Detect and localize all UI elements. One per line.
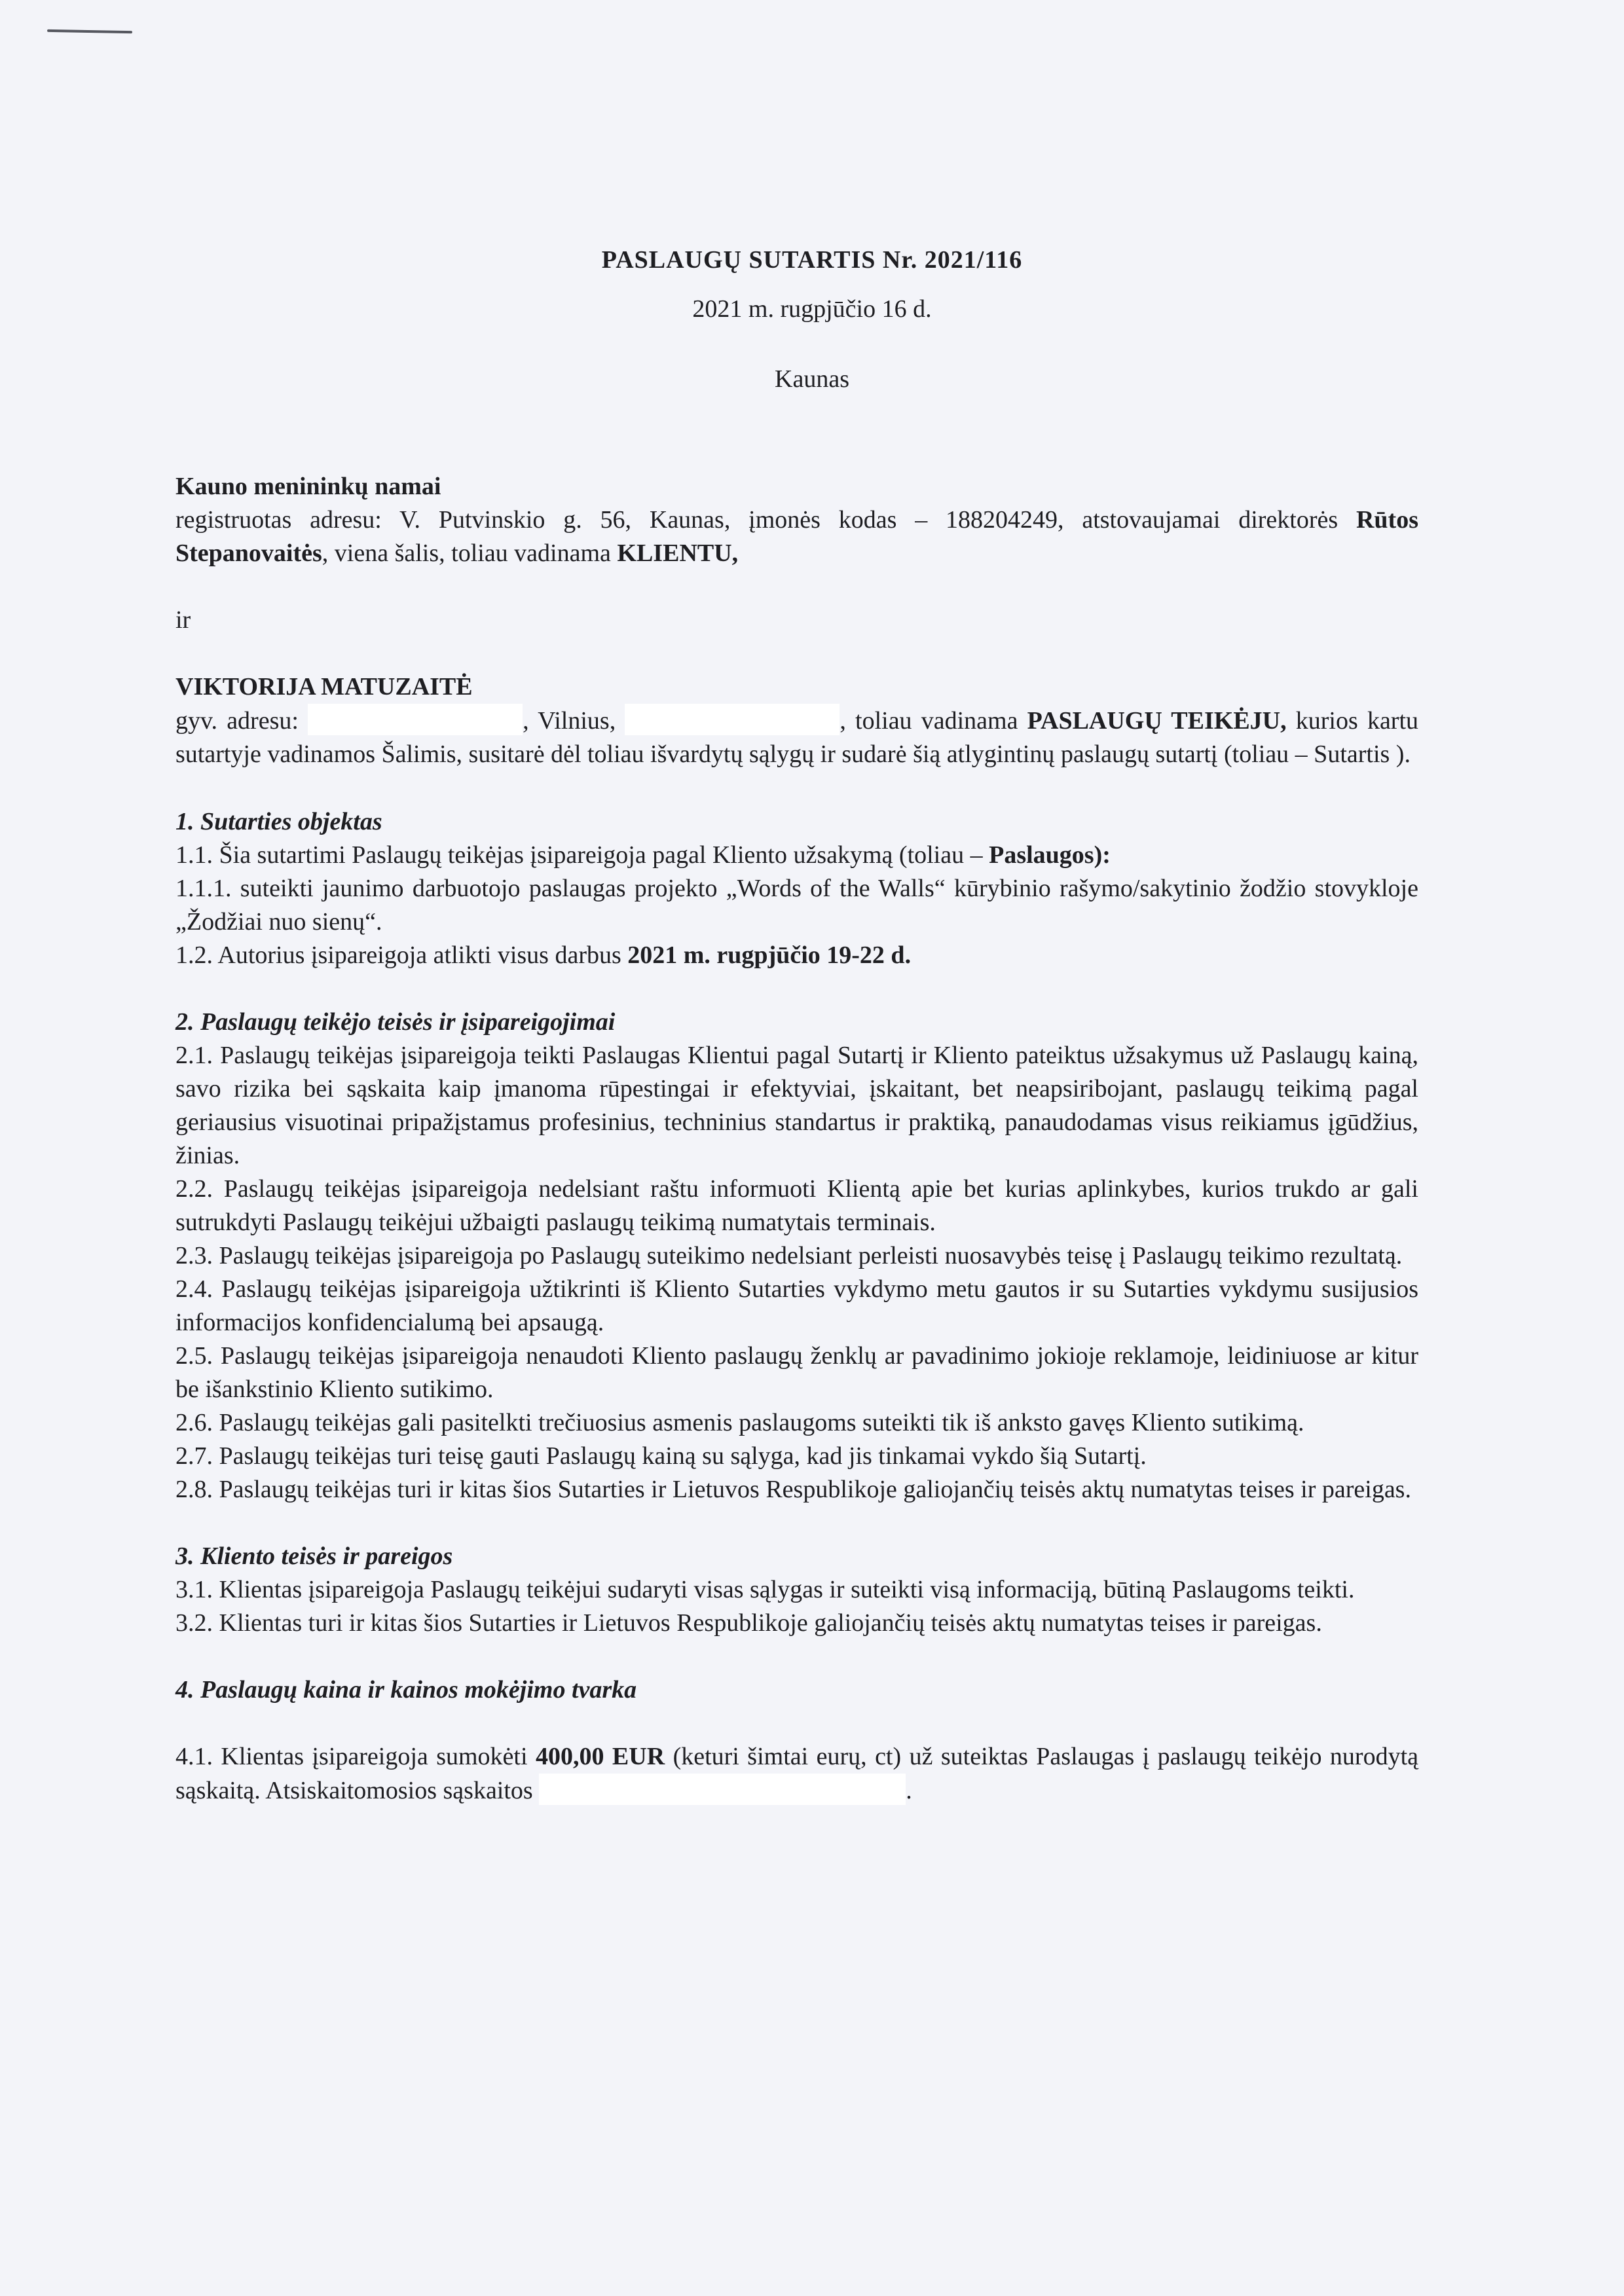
clause-2-3: 2.3. Paslaugų teikėjas įsipareigoja po Paslaugų suteikimo nedelsiant perleisti nuosavybės teisę į Paslaugų teikimo rezultatą.	[175, 1242, 1403, 1269]
clause-1-2: 1.2. Autorius įsipareigoja atlikti visus darbus 2021 m. rugpjūčio 19-22 d.	[175, 941, 912, 969]
client-name: Kauno menininkų namai	[175, 473, 441, 500]
clause-4-1: 4.1. Klientas įsipareigoja sumokėti 400,00 EUR (keturi šimtai eurų, ct) už suteiktas Paslaugas į paslaugų teikėjo nurodytą sąskaitą. Atsiskaitomosios sąskaitos .	[175, 1743, 1419, 1804]
clause-2-1: 2.1. Paslaugų teikėjas įsipareigoja teikti Paslaugas Klientui pagal Sutartį ir Kliento pateiktus užsakymus už Paslaugų kainą, savo rizika bei sąskaita kaip įmanoma rūpestingai ir efektyviai, įskaitant, bet neapsiribojant, paslaugų teikimą pagal geriausius visuotinai pripažįstamus profesinius, techninius standartus ir praktiką, panaudodamas visus reikiamus įgūdžius, žinias.	[175, 1042, 1418, 1169]
clause-2-6: 2.6. Paslaugų teikėjas gali pasitelkti trečiuosius asmenis paslaugoms suteikti tik iš anksto gavęs Kliento sutikimą.	[175, 1409, 1304, 1436]
pen-mark	[47, 29, 132, 33]
redaction-street	[308, 704, 523, 735]
client-director: Rūtos Stepanovaitės	[175, 506, 1418, 567]
redaction-account-number	[539, 1774, 906, 1805]
contract-date: 2021 m. rugpjūčio 16 d.	[692, 295, 932, 323]
clause-3-2: 3.2. Klientas turi ir kitas šios Sutarties ir Lietuvos Respublikoje galiojančių teisės aktų numatytas teises ir pareigas.	[175, 1609, 1322, 1637]
clause-2-2: 2.2. Paslaugų teikėjas įsipareigoja nedelsiant raštu informuoti Klientą apie bet kurias aplinkybes, kurios trukdo ar gali sutrukdyti Paslaugų teikėjui užbaigti paslaugų teikimą numatytais terminais.	[175, 1175, 1418, 1236]
clause-2-5: 2.5. Paslaugų teikėjas įsipareigoja nenaudoti Kliento paslaugų ženklų ar pavadinimo jokioje reklamoje, leidiniuose ar kitur be išankstinio Kliento sutikimo.	[175, 1342, 1418, 1403]
clause-2-8: 2.8. Paslaugų teikėjas turi ir kitas šios Sutarties ir Lietuvos Respublikoje galiojančių teisės aktų numatytas teises ir pareigas.	[175, 1476, 1411, 1503]
section-3-heading: 3. Kliento teisės ir pareigos	[175, 1542, 453, 1570]
contract-city: Kaunas	[775, 365, 849, 393]
clause-3-1: 3.1. Klientas įsipareigoja Paslaugų teikėjui sudaryti visas sąlygas ir suteikti visą informaciją, būtiną Paslaugoms teikti.	[175, 1576, 1355, 1603]
clause-2-7: 2.7. Paslaugų teikėjas turi teisę gauti Paslaugų kainą su sąlyga, kad jis tinkamai vykdo šią Sutartį.	[175, 1442, 1147, 1470]
clause-1-1-1: 1.1.1. suteikti jaunimo darbuotojo paslaugas projekto „Words of the Walls“ kūrybinio rašymo/sakytinio žodžio stovykloje „Žodžiai nuo sienų“.	[175, 875, 1418, 936]
client-details: registruotas adresu: V. Putvinskio g. 56, Kaunas, įmonės kodas – 188204249, atstovaujamai direktorės Rūtos Stepanovaitės, viena šalis, toliau vadinama KLIENTU,	[175, 506, 1418, 567]
provider-details: gyv. adresu: , Vilnius, , toliau vadinama PASLAUGŲ TEIKĖJU, kurios kartu sutartyje vadinamos Šalimis, susitarė dėl toliau išvardytų sąlygų ir sudarė šią atlygintinų paslaugų sutartį (toliau – Sutartis ).	[175, 704, 1418, 771]
section-4-heading: 4. Paslaugų kaina ir kainos mokėjimo tvarka	[175, 1676, 637, 1704]
and-word: ir	[175, 606, 191, 634]
client-role: KLIENTU,	[617, 539, 739, 567]
clause-2-4: 2.4. Paslaugų teikėjas įsipareigoja užtikrinti iš Kliento Sutarties vykdymo metu gautos ir su Sutarties vykdymu susijusios informacijos konfidencialumą bei apsaugą.	[175, 1275, 1418, 1336]
redaction-personal-code	[625, 704, 840, 735]
provider-name: VIKTORIJA MATUZAITĖ	[175, 673, 473, 701]
contract-title: PASLAUGŲ SUTARTIS Nr. 2021/116	[601, 246, 1023, 274]
section-1-heading: 1. Sutarties objektas	[175, 808, 382, 835]
clause-1-1: 1.1. Šia sutartimi Paslaugų teikėjas įsipareigoja pagal Kliento užsakymą (toliau – Paslaugos):	[175, 841, 1111, 869]
contract-body	[175, 470, 1418, 1808]
provider-role: PASLAUGŲ TEIKĖJU,	[1027, 707, 1287, 735]
payment-amount: 400,00 EUR	[535, 1743, 665, 1770]
section-2-heading: 2. Paslaugų teikėjo teisės ir įsipareigojimai	[175, 1008, 616, 1036]
